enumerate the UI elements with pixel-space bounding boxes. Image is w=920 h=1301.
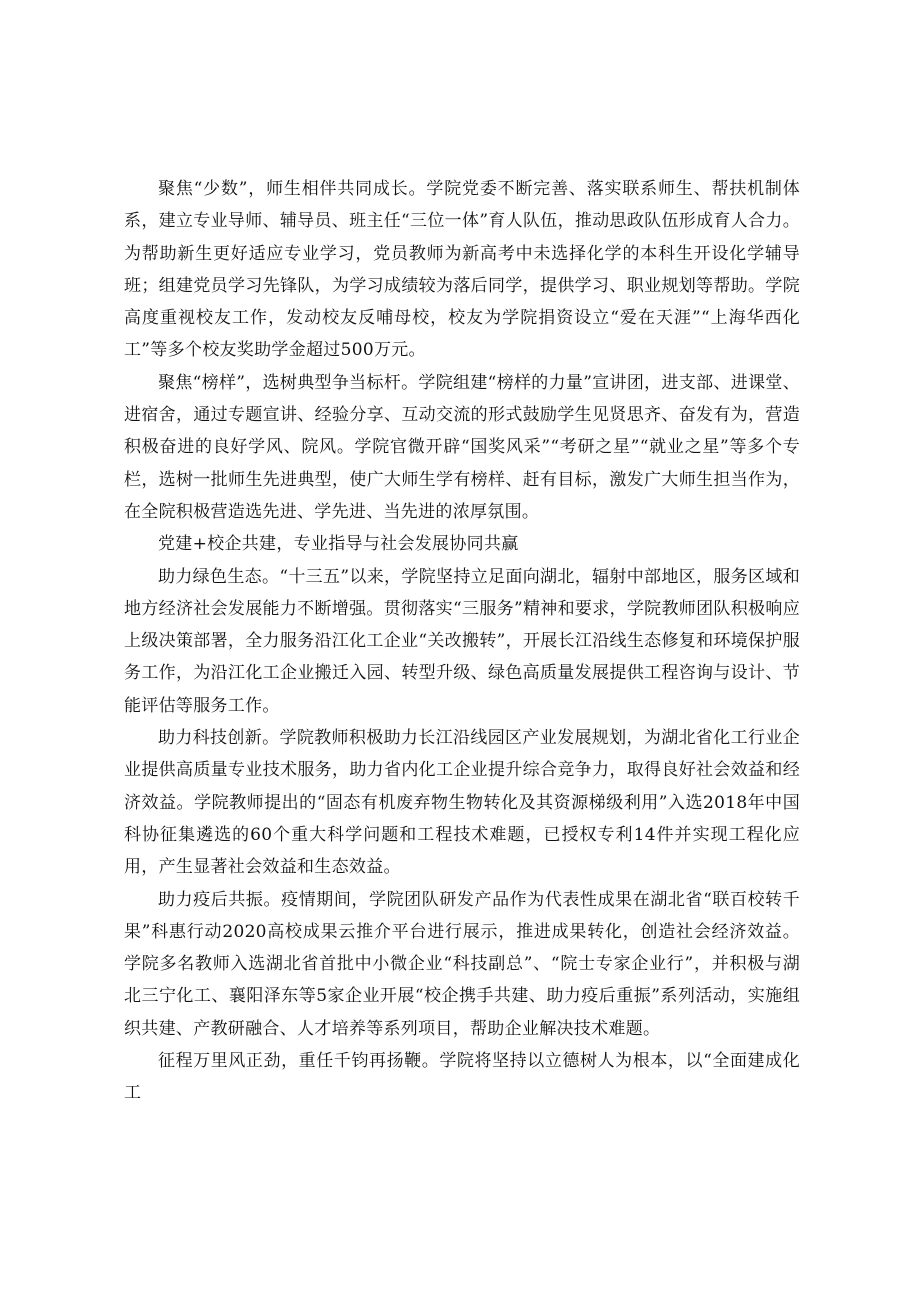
paragraph-closing: 征程万里风正劲，重任千钧再扬鞭。学院将坚持以立德树人为根本，以“全面建成化工	[124, 1051, 800, 1104]
paragraph-tech-innovation: 助力科技创新。学院教师积极助力长江沿线园区产业发展规划，为湖北省化工行业企业提供高质量专业技术服务，助力省内化工企业提升综合竞争力，取得良好社会效益和经济效益。学院教师提出的“固态有机废弃物生物转化及其资源梯级利用”入选2018年中国科协征集遴选的60个重大科学问题和工程技术难题，已授权专利14件并实现工程化应用，产生显著社会效益和生态效益。	[124, 728, 800, 878]
document-body	[124, 173, 800, 1110]
paragraph-role-models: 聚焦“榜样”，选树典型争当标杆。学院组建“榜样的力量”宣讲团，进支部、进课堂、进宿舍，通过专题宣讲、经验分享、互动交流的形式鼓励学生见贤思齐、奋发有为，营造积极奋进的良好学风、院风。学院官微开辟“国奖风采”“考研之星”“就业之星”等多个专栏，选树一批师生先进典型，使广大师生学有榜样、赶有目标，激发广大师生担当作为，在全院积极营造选先进、学先进、当先进的浓厚氛围。	[124, 372, 800, 522]
paragraph-post-epidemic: 助力疫后共振。疫情期间，学院团队研发产品作为代表性成果在湖北省“联百校转千果”科惠行动2020高校成果云推介平台进行展示，推进成果转化，创造社会经济效益。学院多名教师入选湖北省首批中小微企业“科技副总”、“院士专家企业行”，并积极与湖北三宁化工、襄阳泽东等5家企业开展“校企携手共建、助力疫后重振”系列活动，实施组织共建、产教研融合、人才培养等系列项目，帮助企业解决技术难题。	[124, 889, 800, 1039]
paragraph-green-ecology: 助力绿色生态。“十三五”以来，学院坚持立足面向湖北，辐射中部地区，服务区域和地方经济社会发展能力不断增强。贯彻落实“三服务”精神和要求，学院教师团队积极响应上级决策部署，全力服务沿江化工企业“关改搬转”，开展长江沿线生态修复和环境保护服务工作，为沿江化工企业搬迁入园、转型升级、绿色高质量发展提供工程咨询与设计、节能评估等服务工作。	[124, 566, 800, 716]
section-heading-school-enterprise: 党建+校企共建，专业指导与社会发展协同共赢	[158, 534, 519, 555]
paragraph-mentorship: 聚焦“少数”，师生相伴共同成长。学院党委不断完善、落实联系师生、帮扶机制体系，建立专业导师、辅导员、班主任“三位一体”育人队伍，推动思政队伍形成育人合力。为帮助新生更好适应专业学习，党员教师为新高考中未选择化学的本科生开设化学辅导班；组建党员学习先锋队，为学习成绩较为落后同学，提供学习、职业规划等帮助。学院高度重视校友工作，发动校友反哺母校，校友为学院捐资设立“爱在天涯”“上海华西化工”等多个校友奖助学金超过500万元。	[124, 179, 800, 361]
